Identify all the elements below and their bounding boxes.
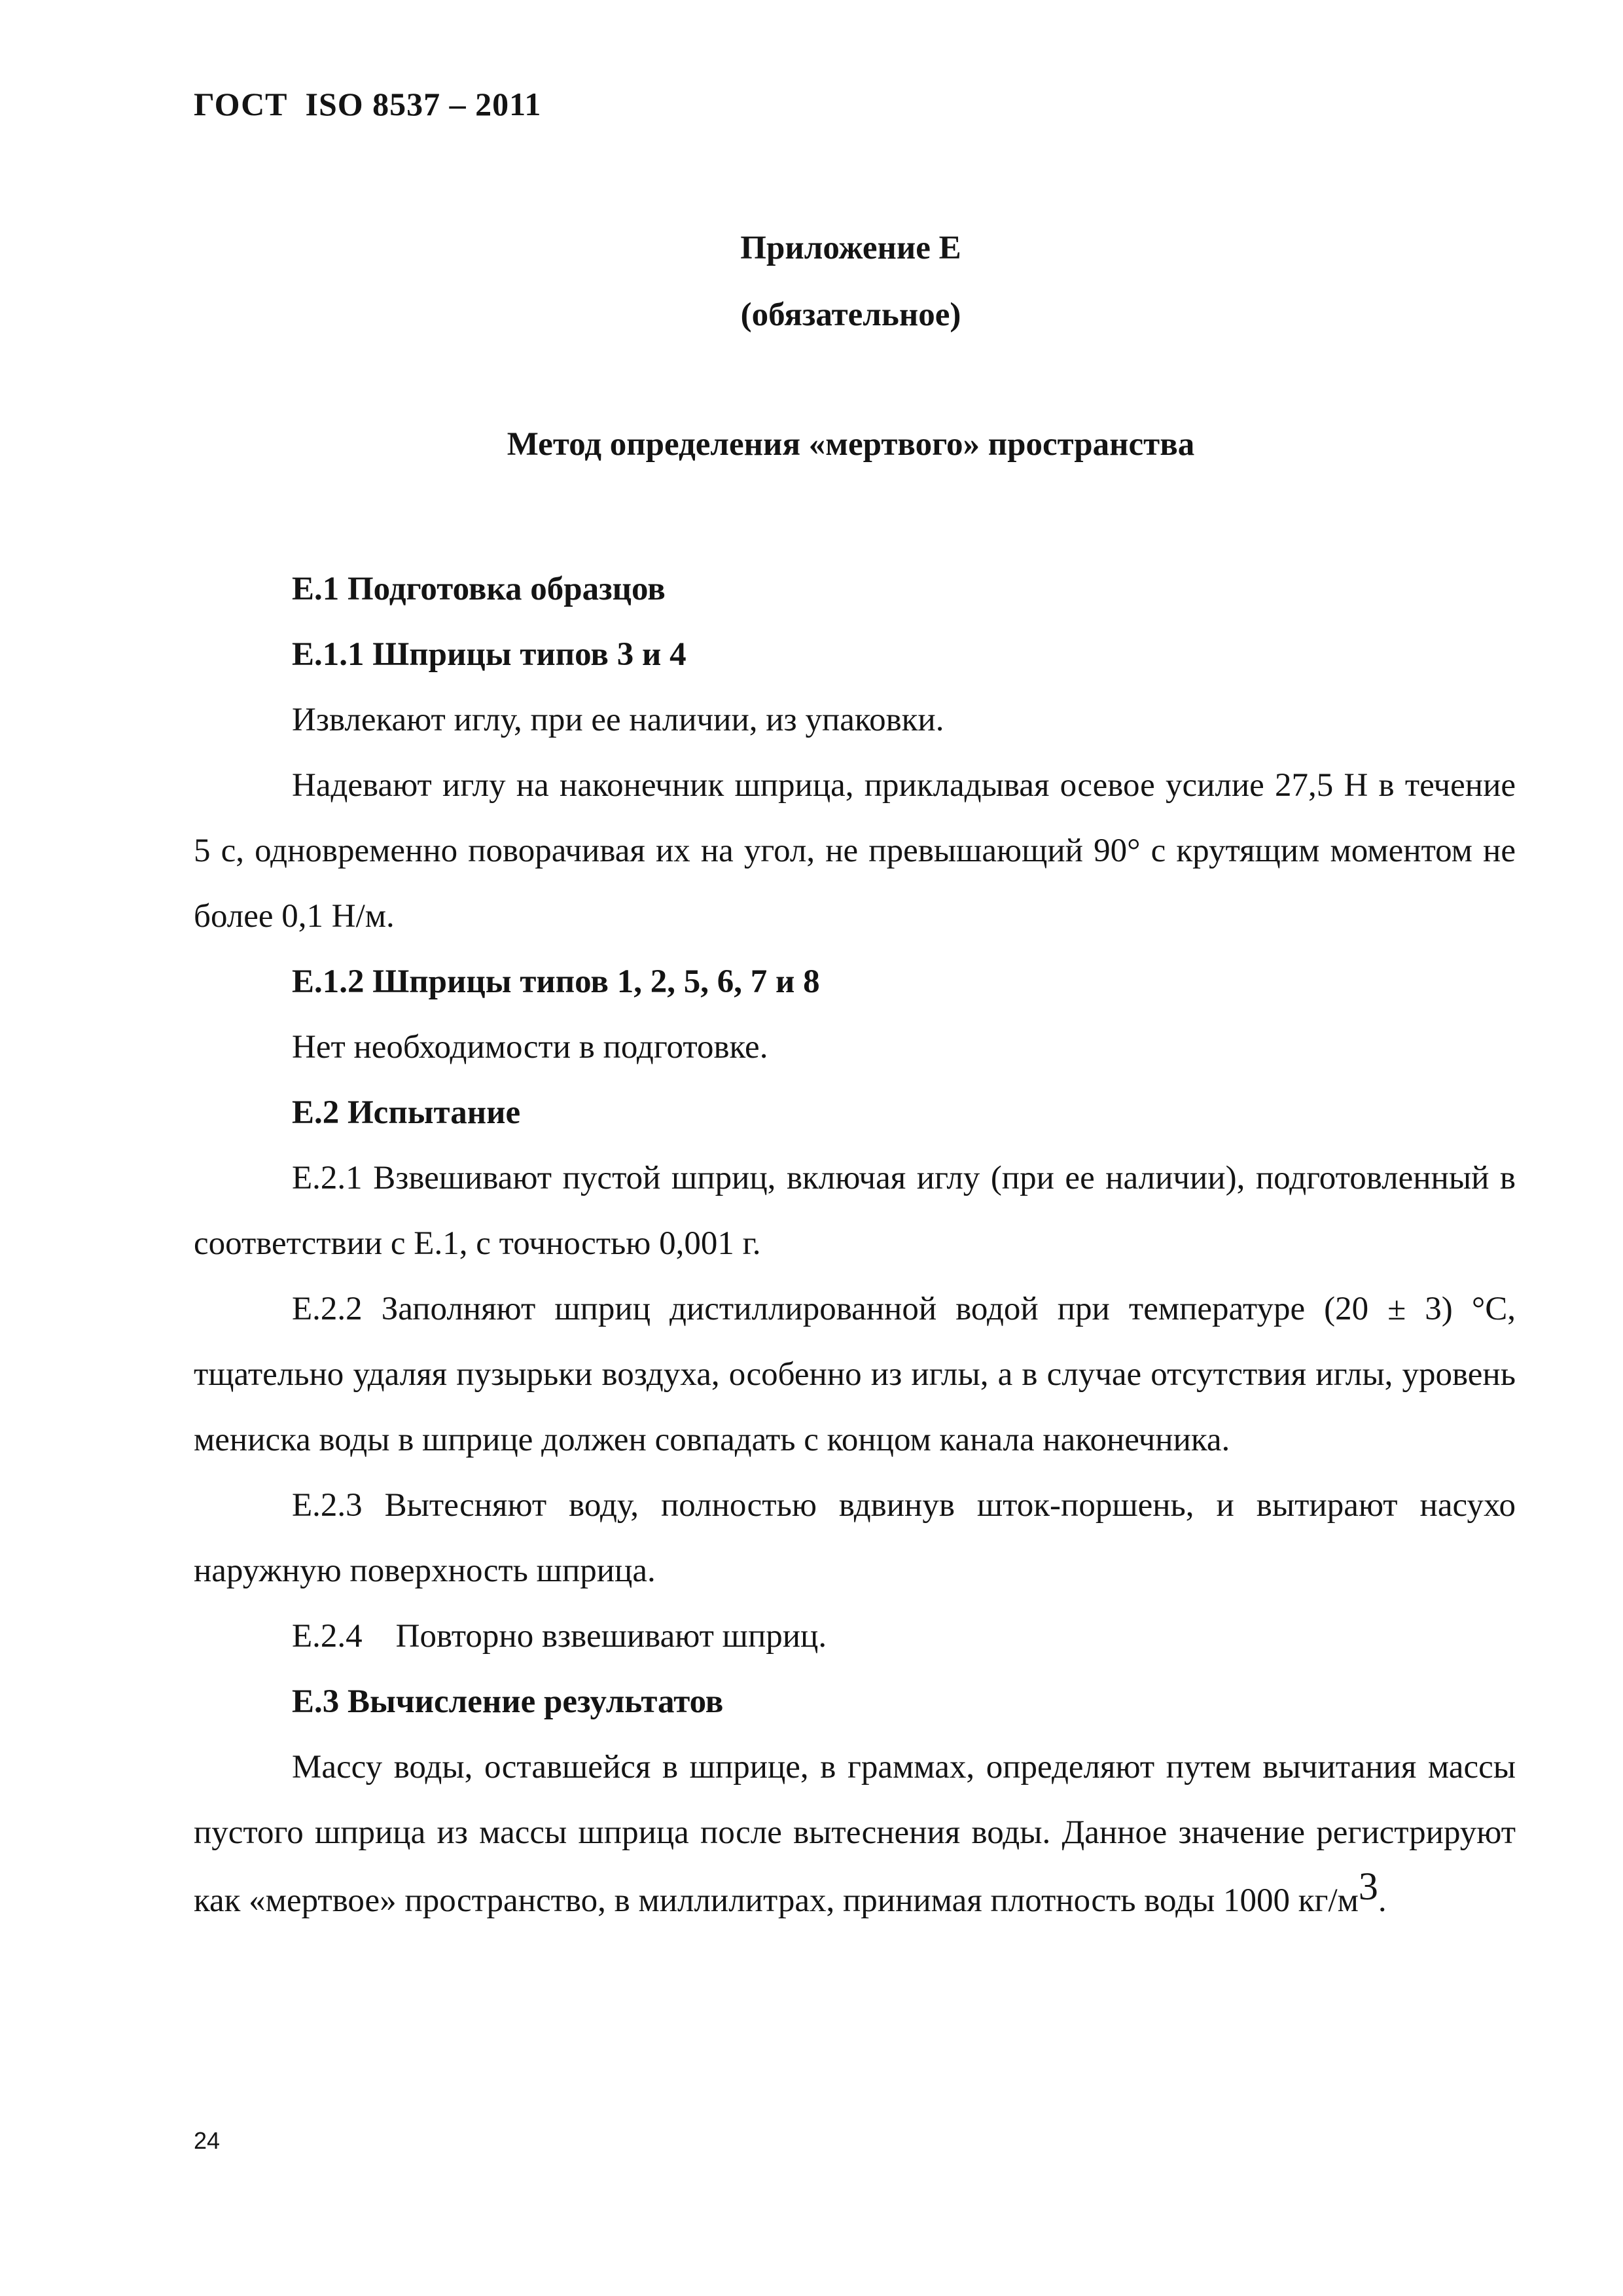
section-e11-heading: Е.1.1 Шприцы типов 3 и 4 — [292, 636, 687, 673]
paragraph-e23: Е.2.3 Вытесняют воду, полностью вдвинув шток-поршень, и вытирают насухо наружную поверхность шприца. — [194, 1487, 1516, 1589]
paragraph-e21: Е.2.1 Взвешивают пустой шприц, включая иглу (при ее наличии), подготовленный в соответствии с Е.1, с точностью 0,001 г. — [194, 1160, 1516, 1262]
section-e3-heading: Е.3 Вычисление результатов — [292, 1683, 724, 1720]
paragraph-e24: Е.2.4 Повторно взвешивают шприц. — [292, 1618, 827, 1655]
paragraph-e3-1-end: . — [1378, 1882, 1387, 1919]
standard-designation: ГОСТ ISO 8537 – 2011 — [194, 86, 542, 122]
annex-status: (обязательное) — [740, 296, 961, 333]
paragraph-e22: Е.2.2 Заполняют шприц дистиллированной водой при температуре (20 ± 3) °С, тщательно удаляя пузырьки воздуха, особенно из иглы, а в случае отсутствия иглы, уровень мениска воды в шприце должен совпадать с концом канала наконечника. — [194, 1291, 1516, 1458]
document-body — [194, 556, 1516, 1933]
section-e2-heading: Е.2 Испытание — [292, 1094, 521, 1131]
section-e12-heading: Е.1.2 Шприцы типов 1, 2, 5, 6, 7 и 8 — [292, 963, 820, 1000]
method-title: Метод определения «мертвого» пространства — [507, 426, 1195, 463]
paragraph-e3-1-text: Массу воды, оставшейся в шприце, в граммах, определяют путем вычитания массы пустого шприца из массы шприца после вытеснения воды. Данное значение регистрируют как «мертвое» пространство, в миллилитрах, принимая плотность воды 1000 кг/м — [194, 1749, 1516, 1919]
paragraph-e11-1: Извлекают иглу, при ее наличии, из упаковки. — [292, 702, 944, 738]
section-e1-heading: Е.1 Подготовка образцов — [292, 571, 666, 607]
paragraph-e12-1: Нет необходимости в подготовке. — [292, 1029, 768, 1066]
paragraph-e11-2: Надевают иглу на наконечник шприца, прикладывая осевое усилие 27,5 Н в течение 5 с, одновременно поворачивая их на угол, не превышающий 90° с крутящим моментом не более 0,1 Н/м. — [194, 767, 1516, 935]
annex-title: Приложение Е — [740, 230, 961, 266]
paragraph-e3-1 — [194, 1734, 1516, 1933]
cubic-exponent: 3 — [1358, 1865, 1378, 1908]
page-number: 24 — [194, 2127, 221, 2154]
